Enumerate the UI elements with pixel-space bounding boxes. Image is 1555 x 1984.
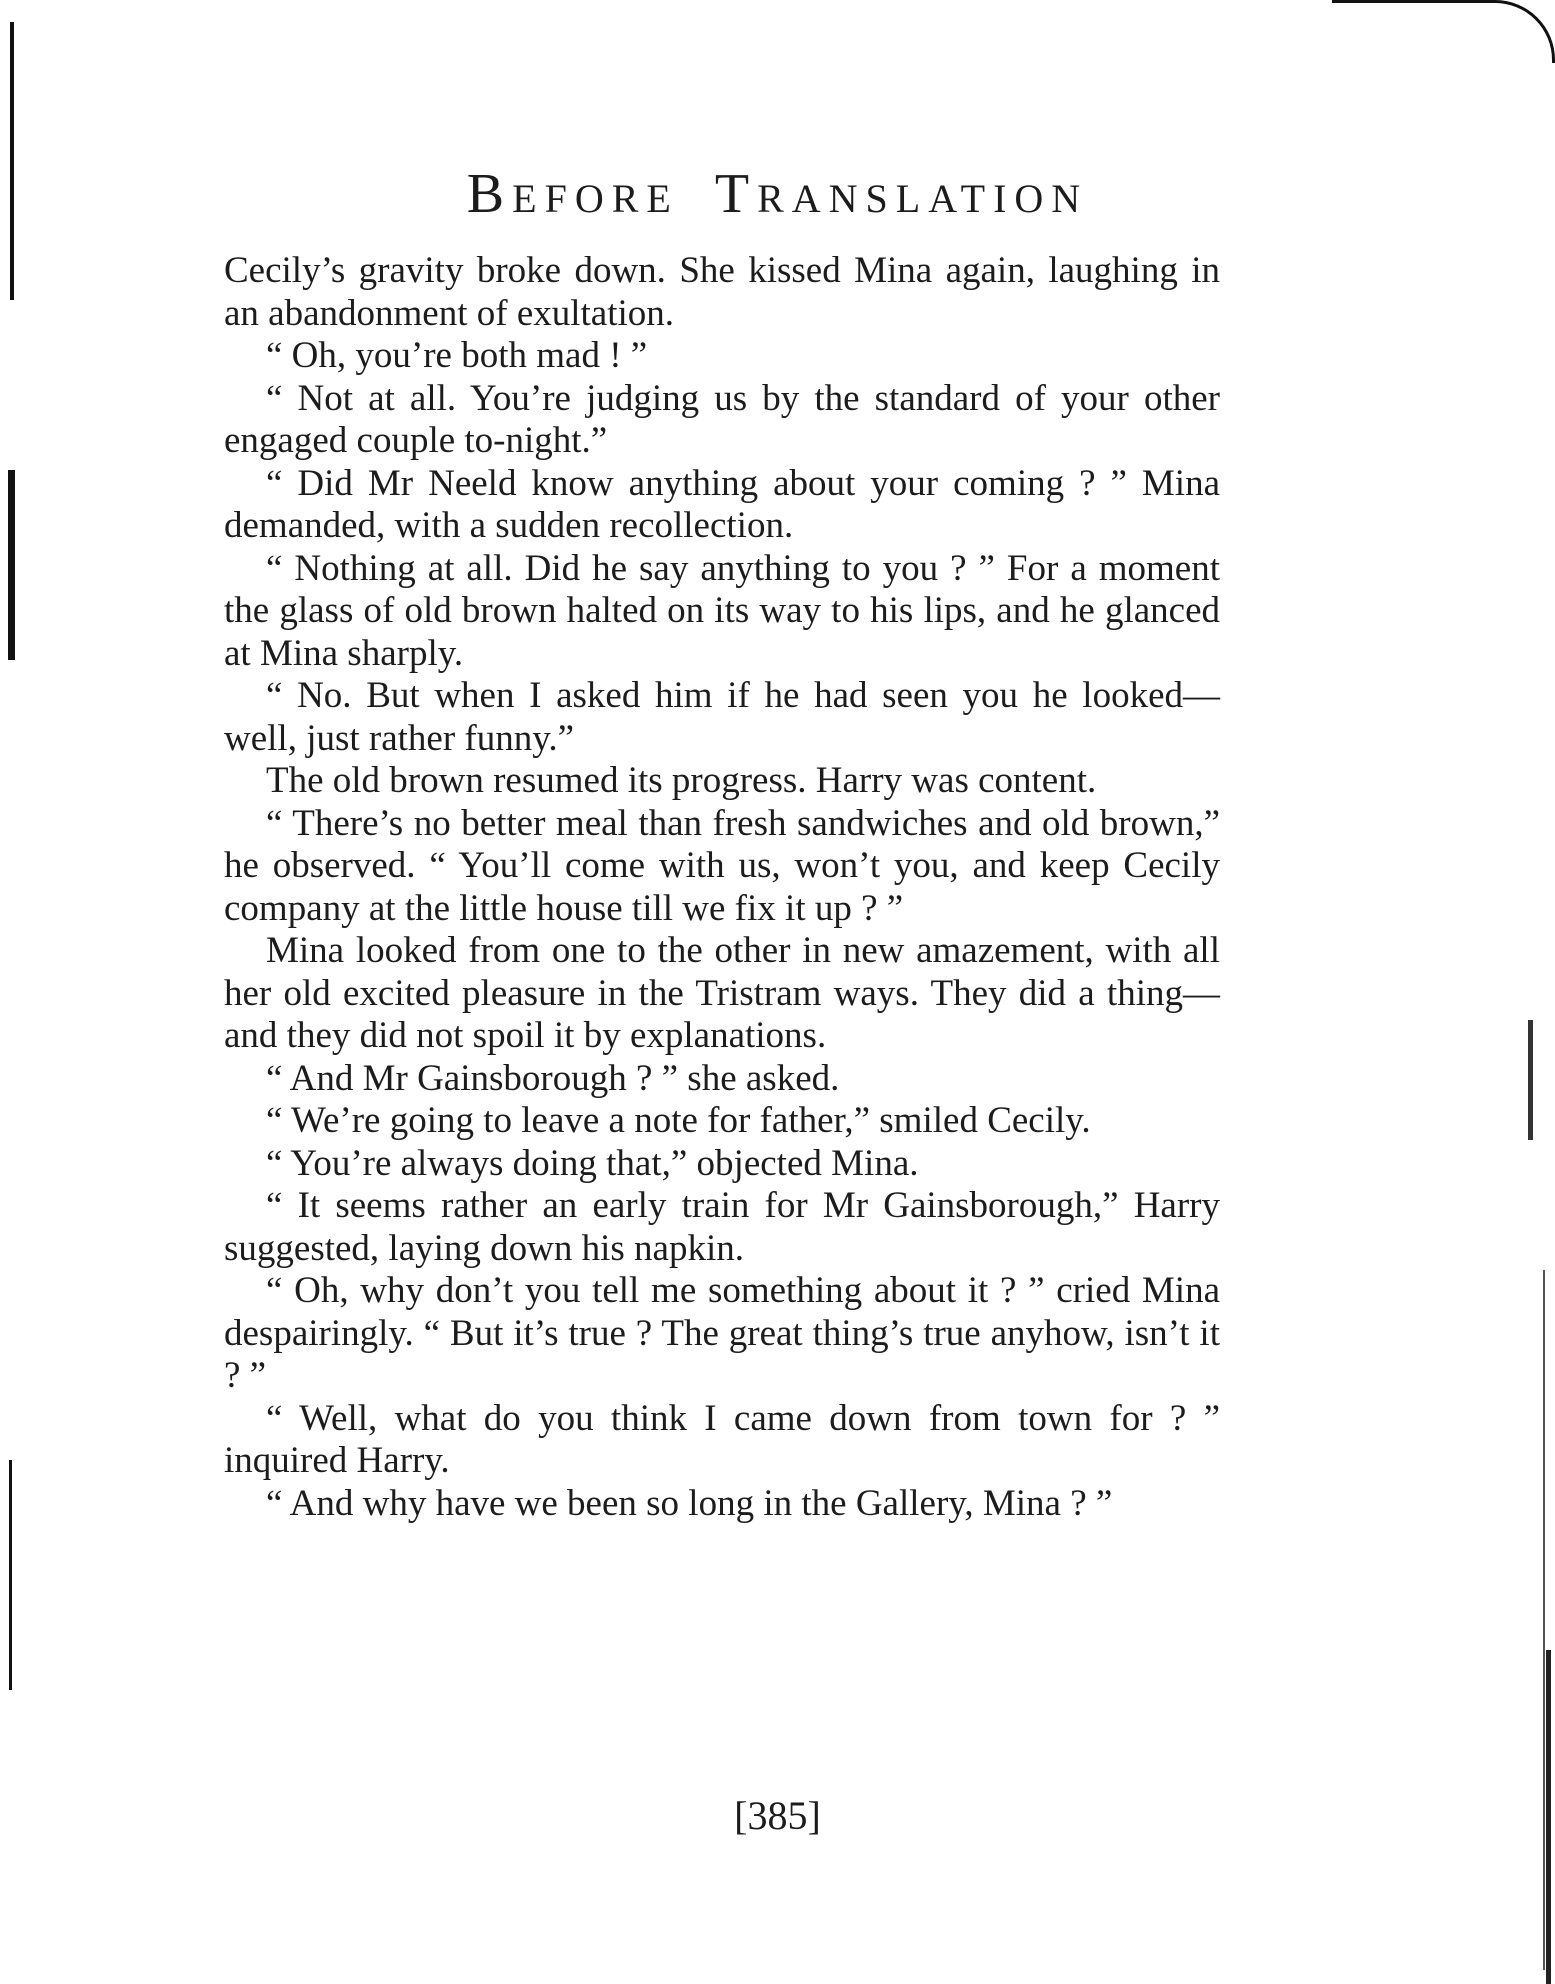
scan-corner-mark [1332,0,1555,63]
paragraph: “ Oh, you’re both mad ! ” [266,335,648,376]
paragraph: The old brown resumed its progress. Harry was content. [266,760,1097,801]
page-number: [385] [734,1793,821,1838]
paragraph: “ Nothing at all. Did he say anything to you ? ” For a moment the glass of old brown halted on its way to his lips, and he glanced at Mina sharply. [224,547,1220,674]
running-head-word: RANSLATION [757,176,1089,221]
scan-margin-mark [1543,1270,1545,1970]
scan-margin-mark [1528,1020,1533,1140]
paragraph: “ Well, what do you think I came down from town for ? ” inquired Harry. [224,1397,1220,1481]
running-head-initial: T [714,163,758,225]
paragraph: “ It seems rather an early train for Mr Gainsborough,” Harry suggested, laying down his napkin. [224,1185,1220,1269]
scan-margin-mark [9,1460,12,1690]
paragraph: “ And Mr Gainsborough ? ” she asked. [266,1057,840,1099]
running-head-word: EFORE [512,176,679,221]
paragraph: “ There’s no better meal than fresh sandwiches and old brown,” he observed. “ You’ll come with us, won’t you, and keep Cecily company at the little house till we fix it up ? ” [224,802,1220,929]
paragraph: “ No. But when I asked him if he had seen you he looked—well, just rather funny.” [224,675,1220,759]
paragraph: “ We’re going to leave a note for father,” smiled Cecily. [266,1100,1091,1141]
paragraph: “ Not at all. You’re judging us by the standard of your other engaged couple to-night.” [224,377,1220,461]
paragraph: “ And why have we been so long in the Gallery, Mina ? ” [266,1482,1113,1524]
paragraph: “ You’re always doing that,” objected Mina. [266,1142,919,1184]
scan-margin-mark [8,470,15,660]
paragraph: Mina looked from one to the other in new amazement, with all her old excited pleasure in the Tristram ways. They did a thing—and they did not spoil it by explanations. [224,930,1220,1056]
paragraph: “ Oh, why don’t you tell me something about it ? ” cried Mina despairingly. “ But it’s true ? The great thing’s true anyhow, isn’t it ? ” [224,1270,1220,1396]
paragraph: Cecily’s gravity broke down. She kissed Mina again, laughing in an abandonment of exultation. [224,250,1220,334]
body-text [224,250,1220,1525]
running-head-initial: B [466,163,513,225]
running-head [0,162,1555,226]
paragraph: “ Did Mr Neeld know anything about your coming ? ” Mina demanded, with a sudden recollection. [224,462,1220,546]
scan-margin-mark [10,22,14,300]
